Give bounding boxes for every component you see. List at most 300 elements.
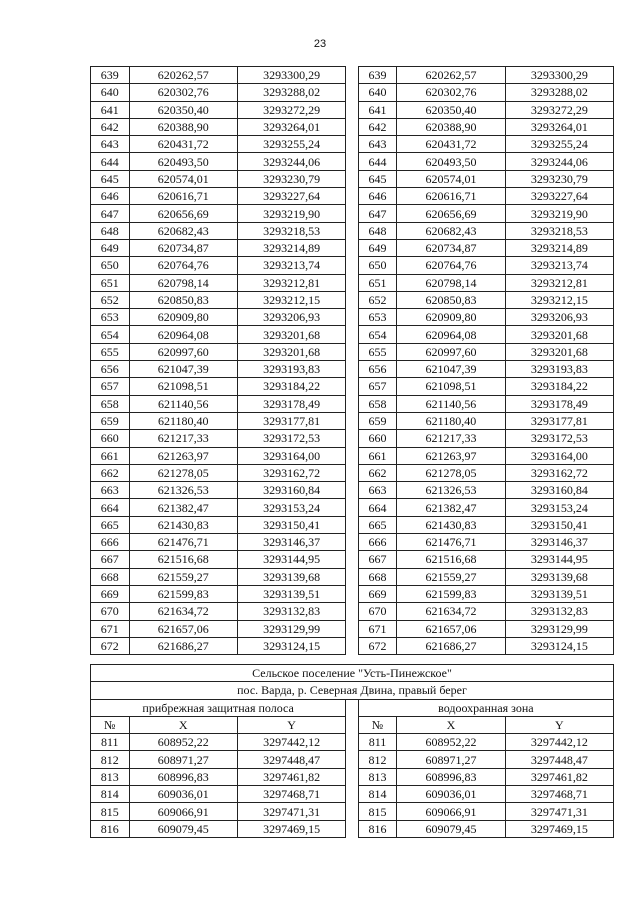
point-number-left: 652 <box>91 291 130 308</box>
x-coordinate-left: 621047,39 <box>129 361 237 378</box>
header-num-left: № <box>91 716 130 733</box>
x-coordinate-right: 609066,91 <box>397 803 505 820</box>
y-coordinate-left: 3293160,84 <box>237 482 345 499</box>
y-coordinate-right: 3297448,47 <box>505 751 613 768</box>
x-coordinate-left: 621516,68 <box>129 551 237 568</box>
y-coordinate-left: 3297448,47 <box>237 751 345 768</box>
y-coordinate-right: 3293177,81 <box>505 412 613 429</box>
gap-cell <box>346 395 359 412</box>
point-number-left: 671 <box>91 620 130 637</box>
point-number-left: 647 <box>91 205 130 222</box>
table-row <box>91 464 614 481</box>
x-coordinate-left: 620616,71 <box>129 188 237 205</box>
location-title: пос. Варда, р. Северная Двина, правый берег <box>91 682 614 699</box>
x-coordinate-left: 621140,56 <box>129 395 237 412</box>
point-number-right: 648 <box>358 222 397 239</box>
gap-cell <box>346 222 359 239</box>
point-number-right: 662 <box>358 464 397 481</box>
point-number-right: 645 <box>358 170 397 187</box>
y-coordinate-left: 3297468,71 <box>237 786 345 803</box>
table-row <box>91 274 614 291</box>
point-number-right: 657 <box>358 378 397 395</box>
x-coordinate-left: 620388,90 <box>129 118 237 135</box>
point-number-left: 667 <box>91 551 130 568</box>
y-coordinate-right: 3293255,24 <box>505 136 613 153</box>
y-coordinate-right: 3293184,22 <box>505 378 613 395</box>
point-number-right: 647 <box>358 205 397 222</box>
gap-cell <box>346 551 359 568</box>
x-coordinate-left: 620964,08 <box>129 326 237 343</box>
table-row <box>91 603 614 620</box>
y-coordinate-left: 3293201,68 <box>237 326 345 343</box>
point-number-right: 672 <box>358 637 397 654</box>
point-number-left: 663 <box>91 482 130 499</box>
x-coordinate-left: 609066,91 <box>129 803 237 820</box>
x-coordinate-right: 620574,01 <box>397 170 505 187</box>
x-coordinate-right: 609036,01 <box>397 786 505 803</box>
x-coordinate-left: 621263,97 <box>129 447 237 464</box>
y-coordinate-left: 3293139,51 <box>237 585 345 602</box>
header-x-left: X <box>129 716 237 733</box>
point-number-right: 660 <box>358 430 397 447</box>
point-number-left: 650 <box>91 257 130 274</box>
x-coordinate-right: 608952,22 <box>397 734 505 751</box>
x-coordinate-right: 621263,97 <box>397 447 505 464</box>
y-coordinate-right: 3293139,51 <box>505 585 613 602</box>
gap-cell <box>346 585 359 602</box>
lower-table-body <box>91 734 614 838</box>
table-row <box>91 768 614 785</box>
table-row <box>91 412 614 429</box>
y-coordinate-left: 3293201,68 <box>237 343 345 360</box>
gap-cell <box>346 378 359 395</box>
gap-cell <box>346 84 359 101</box>
y-coordinate-left: 3293144,95 <box>237 551 345 568</box>
y-coordinate-left: 3293184,22 <box>237 378 345 395</box>
point-number-left: 648 <box>91 222 130 239</box>
table-row <box>91 516 614 533</box>
y-coordinate-left: 3293132,83 <box>237 603 345 620</box>
gap-cell <box>346 568 359 585</box>
x-coordinate-left: 620302,76 <box>129 84 237 101</box>
gap-cell <box>346 136 359 153</box>
x-coordinate-left: 620431,72 <box>129 136 237 153</box>
x-coordinate-right: 620798,14 <box>397 274 505 291</box>
point-number-right: 652 <box>358 291 397 308</box>
x-coordinate-left: 620734,87 <box>129 239 237 256</box>
point-number-left: 651 <box>91 274 130 291</box>
gap-cell <box>346 101 359 118</box>
gap-cell <box>346 820 359 837</box>
point-number-right: 663 <box>358 482 397 499</box>
point-number-left: 816 <box>91 820 130 837</box>
table-row <box>91 67 614 84</box>
x-coordinate-left: 620997,60 <box>129 343 237 360</box>
y-coordinate-right: 3293150,41 <box>505 516 613 533</box>
table-row <box>91 803 614 820</box>
point-number-right: 640 <box>358 84 397 101</box>
x-coordinate-left: 621599,83 <box>129 585 237 602</box>
y-coordinate-left: 3293146,37 <box>237 534 345 551</box>
y-coordinate-left: 3297469,15 <box>237 820 345 837</box>
table-row <box>91 820 614 837</box>
y-coordinate-left: 3293213,74 <box>237 257 345 274</box>
point-number-right: 665 <box>358 516 397 533</box>
point-number-right: 655 <box>358 343 397 360</box>
point-number-left: 643 <box>91 136 130 153</box>
y-coordinate-right: 3293139,68 <box>505 568 613 585</box>
table-row <box>91 84 614 101</box>
settlement-row <box>91 665 614 682</box>
gap-cell <box>346 291 359 308</box>
gap-cell <box>346 412 359 429</box>
y-coordinate-left: 3293153,24 <box>237 499 345 516</box>
point-number-right: 649 <box>358 239 397 256</box>
gap-cell <box>346 603 359 620</box>
x-coordinate-left: 621326,53 <box>129 482 237 499</box>
table-row <box>91 447 614 464</box>
point-number-right: 664 <box>358 499 397 516</box>
y-coordinate-right: 3297469,15 <box>505 820 613 837</box>
y-coordinate-right: 3293288,02 <box>505 84 613 101</box>
x-coordinate-left: 621686,27 <box>129 637 237 654</box>
left-section-title: прибрежная защитная полоса <box>91 699 346 716</box>
x-coordinate-left: 620350,40 <box>129 101 237 118</box>
point-number-right: 639 <box>358 67 397 84</box>
point-number-left: 642 <box>91 118 130 135</box>
x-coordinate-right: 620262,57 <box>397 67 505 84</box>
table-row <box>91 568 614 585</box>
y-coordinate-right: 3293201,68 <box>505 343 613 360</box>
point-number-left: 672 <box>91 637 130 654</box>
header-y-left: Y <box>237 716 345 733</box>
y-coordinate-right: 3293153,24 <box>505 499 613 516</box>
gap-cell <box>346 153 359 170</box>
y-coordinate-right: 3293272,29 <box>505 101 613 118</box>
point-number-left: 644 <box>91 153 130 170</box>
x-coordinate-right: 621047,39 <box>397 361 505 378</box>
x-coordinate-right: 609079,45 <box>397 820 505 837</box>
y-coordinate-left: 3293178,49 <box>237 395 345 412</box>
x-coordinate-left: 620850,83 <box>129 291 237 308</box>
y-coordinate-right: 3293218,53 <box>505 222 613 239</box>
y-coordinate-right: 3293124,15 <box>505 637 613 654</box>
y-coordinate-right: 3293164,00 <box>505 447 613 464</box>
point-number-left: 813 <box>91 768 130 785</box>
y-coordinate-right: 3293178,49 <box>505 395 613 412</box>
x-coordinate-right: 620964,08 <box>397 326 505 343</box>
table-row <box>91 585 614 602</box>
table-row <box>91 222 614 239</box>
x-coordinate-right: 620302,76 <box>397 84 505 101</box>
y-coordinate-right: 3293213,74 <box>505 257 613 274</box>
y-coordinate-left: 3293177,81 <box>237 412 345 429</box>
y-coordinate-left: 3293164,00 <box>237 447 345 464</box>
x-coordinate-right: 620431,72 <box>397 136 505 153</box>
x-coordinate-left: 620909,80 <box>129 309 237 326</box>
x-coordinate-left: 620656,69 <box>129 205 237 222</box>
x-coordinate-right: 620656,69 <box>397 205 505 222</box>
x-coordinate-left: 608996,83 <box>129 768 237 785</box>
table-row <box>91 309 614 326</box>
point-number-right: 650 <box>358 257 397 274</box>
y-coordinate-right: 3293172,53 <box>505 430 613 447</box>
table-row <box>91 786 614 803</box>
x-coordinate-left: 621180,40 <box>129 412 237 429</box>
point-number-right: 658 <box>358 395 397 412</box>
point-number-right: 644 <box>358 153 397 170</box>
point-number-right: 656 <box>358 361 397 378</box>
point-number-right: 670 <box>358 603 397 620</box>
x-coordinate-left: 621382,47 <box>129 499 237 516</box>
gap-cell <box>346 482 359 499</box>
y-coordinate-left: 3293272,29 <box>237 101 345 118</box>
y-coordinate-left: 3293300,29 <box>237 67 345 84</box>
x-coordinate-right: 621430,83 <box>397 516 505 533</box>
y-coordinate-left: 3293206,93 <box>237 309 345 326</box>
point-number-left: 661 <box>91 447 130 464</box>
x-coordinate-left: 621430,83 <box>129 516 237 533</box>
x-coordinate-right: 621326,53 <box>397 482 505 499</box>
column-header-row <box>91 716 614 733</box>
point-number-left: 646 <box>91 188 130 205</box>
x-coordinate-right: 608971,27 <box>397 751 505 768</box>
x-coordinate-right: 621516,68 <box>397 551 505 568</box>
point-number-right: 811 <box>358 734 397 751</box>
point-number-left: 666 <box>91 534 130 551</box>
gap-cell <box>346 118 359 135</box>
y-coordinate-right: 3293212,81 <box>505 274 613 291</box>
table-row <box>91 291 614 308</box>
x-coordinate-right: 621278,05 <box>397 464 505 481</box>
upper-table-body <box>91 67 614 655</box>
x-coordinate-right: 620682,43 <box>397 222 505 239</box>
x-coordinate-right: 621559,27 <box>397 568 505 585</box>
point-number-left: 654 <box>91 326 130 343</box>
table-row <box>91 205 614 222</box>
x-coordinate-right: 620493,50 <box>397 153 505 170</box>
coordinates-table-upper <box>90 66 614 655</box>
x-coordinate-left: 621278,05 <box>129 464 237 481</box>
x-coordinate-right: 621686,27 <box>397 637 505 654</box>
y-coordinate-left: 3293255,24 <box>237 136 345 153</box>
y-coordinate-left: 3293218,53 <box>237 222 345 239</box>
point-number-left: 668 <box>91 568 130 585</box>
table-row <box>91 361 614 378</box>
gap-cell <box>346 716 359 733</box>
table-row <box>91 326 614 343</box>
x-coordinate-right: 620764,76 <box>397 257 505 274</box>
point-number-right: 654 <box>358 326 397 343</box>
x-coordinate-left: 621476,71 <box>129 534 237 551</box>
y-coordinate-left: 3293212,81 <box>237 274 345 291</box>
gap-cell <box>346 699 359 716</box>
gap-cell <box>346 343 359 360</box>
point-number-left: 649 <box>91 239 130 256</box>
y-coordinate-right: 3297461,82 <box>505 768 613 785</box>
table-row <box>91 101 614 118</box>
point-number-right: 671 <box>358 620 397 637</box>
y-coordinate-right: 3293132,83 <box>505 603 613 620</box>
point-number-left: 812 <box>91 751 130 768</box>
y-coordinate-right: 3293129,99 <box>505 620 613 637</box>
coordinates-table-lower <box>90 664 614 838</box>
y-coordinate-right: 3293201,68 <box>505 326 613 343</box>
gap-cell <box>346 67 359 84</box>
gap-cell <box>346 786 359 803</box>
point-number-left: 645 <box>91 170 130 187</box>
point-number-left: 670 <box>91 603 130 620</box>
y-coordinate-right: 3293146,37 <box>505 534 613 551</box>
point-number-right: 642 <box>358 118 397 135</box>
gap-cell <box>346 516 359 533</box>
y-coordinate-left: 3293172,53 <box>237 430 345 447</box>
table-row <box>91 430 614 447</box>
y-coordinate-right: 3293160,84 <box>505 482 613 499</box>
gap-cell <box>346 768 359 785</box>
x-coordinate-left: 620262,57 <box>129 67 237 84</box>
point-number-left: 656 <box>91 361 130 378</box>
y-coordinate-right: 3293162,72 <box>505 464 613 481</box>
y-coordinate-left: 3293193,83 <box>237 361 345 378</box>
x-coordinate-right: 621180,40 <box>397 412 505 429</box>
table-row <box>91 551 614 568</box>
x-coordinate-right: 621217,33 <box>397 430 505 447</box>
table-row <box>91 170 614 187</box>
x-coordinate-left: 609036,01 <box>129 786 237 803</box>
y-coordinate-left: 3297442,12 <box>237 734 345 751</box>
section-header-row <box>91 699 614 716</box>
table-row <box>91 637 614 654</box>
point-number-left: 641 <box>91 101 130 118</box>
gap-cell <box>346 257 359 274</box>
point-number-left: 811 <box>91 734 130 751</box>
table-row <box>91 153 614 170</box>
x-coordinate-right: 620616,71 <box>397 188 505 205</box>
gap-cell <box>346 464 359 481</box>
table-row <box>91 188 614 205</box>
y-coordinate-left: 3293288,02 <box>237 84 345 101</box>
y-coordinate-right: 3297471,31 <box>505 803 613 820</box>
gap-cell <box>346 620 359 637</box>
y-coordinate-right: 3293214,89 <box>505 239 613 256</box>
gap-cell <box>346 803 359 820</box>
y-coordinate-left: 3293139,68 <box>237 568 345 585</box>
point-number-left: 669 <box>91 585 130 602</box>
table-row <box>91 482 614 499</box>
gap-cell <box>346 361 359 378</box>
x-coordinate-left: 621657,06 <box>129 620 237 637</box>
y-coordinate-left: 3293150,41 <box>237 516 345 533</box>
y-coordinate-right: 3293244,06 <box>505 153 613 170</box>
point-number-left: 815 <box>91 803 130 820</box>
y-coordinate-left: 3293230,79 <box>237 170 345 187</box>
y-coordinate-left: 3293244,06 <box>237 153 345 170</box>
point-number-left: 659 <box>91 412 130 429</box>
x-coordinate-right: 620997,60 <box>397 343 505 360</box>
point-number-left: 657 <box>91 378 130 395</box>
x-coordinate-left: 620574,01 <box>129 170 237 187</box>
point-number-right: 813 <box>358 768 397 785</box>
table-row <box>91 378 614 395</box>
gap-cell <box>346 430 359 447</box>
x-coordinate-right: 621634,72 <box>397 603 505 620</box>
gap-cell <box>346 274 359 291</box>
right-section-title: водоохранная зона <box>358 699 613 716</box>
table-row <box>91 395 614 412</box>
point-number-right: 816 <box>358 820 397 837</box>
x-coordinate-left: 609079,45 <box>129 820 237 837</box>
point-number-left: 655 <box>91 343 130 360</box>
point-number-left: 639 <box>91 67 130 84</box>
x-coordinate-left: 621634,72 <box>129 603 237 620</box>
y-coordinate-right: 3293300,29 <box>505 67 613 84</box>
point-number-right: 814 <box>358 786 397 803</box>
y-coordinate-right: 3293144,95 <box>505 551 613 568</box>
y-coordinate-right: 3293227,64 <box>505 188 613 205</box>
y-coordinate-left: 3293124,15 <box>237 637 345 654</box>
y-coordinate-right: 3293206,93 <box>505 309 613 326</box>
x-coordinate-right: 620388,90 <box>397 118 505 135</box>
gap-cell <box>346 734 359 751</box>
point-number-right: 666 <box>358 534 397 551</box>
x-coordinate-left: 621217,33 <box>129 430 237 447</box>
x-coordinate-left: 608952,22 <box>129 734 237 751</box>
point-number-right: 643 <box>358 136 397 153</box>
point-number-right: 668 <box>358 568 397 585</box>
y-coordinate-left: 3293129,99 <box>237 620 345 637</box>
point-number-left: 664 <box>91 499 130 516</box>
point-number-right: 812 <box>358 751 397 768</box>
gap-cell <box>346 447 359 464</box>
gap-cell <box>346 309 359 326</box>
gap-cell <box>346 326 359 343</box>
y-coordinate-left: 3293227,64 <box>237 188 345 205</box>
x-coordinate-right: 620850,83 <box>397 291 505 308</box>
y-coordinate-left: 3297471,31 <box>237 803 345 820</box>
table-row <box>91 751 614 768</box>
point-number-left: 653 <box>91 309 130 326</box>
settlement-title: Сельское поселение "Усть-Пинежское" <box>91 665 614 682</box>
header-y-right: Y <box>505 716 613 733</box>
point-number-left: 660 <box>91 430 130 447</box>
y-coordinate-right: 3293219,90 <box>505 205 613 222</box>
gap-cell <box>346 188 359 205</box>
x-coordinate-right: 621140,56 <box>397 395 505 412</box>
x-coordinate-right: 620734,87 <box>397 239 505 256</box>
table-row <box>91 118 614 135</box>
page-number: 23 <box>313 38 327 50</box>
gap-cell <box>346 205 359 222</box>
table-row <box>91 239 614 256</box>
y-coordinate-left: 3297461,82 <box>237 768 345 785</box>
gap-cell <box>346 170 359 187</box>
y-coordinate-right: 3293230,79 <box>505 170 613 187</box>
y-coordinate-right: 3293193,83 <box>505 361 613 378</box>
gap-cell <box>346 751 359 768</box>
point-number-right: 651 <box>358 274 397 291</box>
x-coordinate-right: 621098,51 <box>397 378 505 395</box>
gap-cell <box>346 534 359 551</box>
point-number-right: 659 <box>358 412 397 429</box>
point-number-right: 641 <box>358 101 397 118</box>
x-coordinate-right: 620909,80 <box>397 309 505 326</box>
point-number-right: 667 <box>358 551 397 568</box>
table-row <box>91 534 614 551</box>
x-coordinate-right: 621476,71 <box>397 534 505 551</box>
table-row <box>91 620 614 637</box>
point-number-left: 662 <box>91 464 130 481</box>
